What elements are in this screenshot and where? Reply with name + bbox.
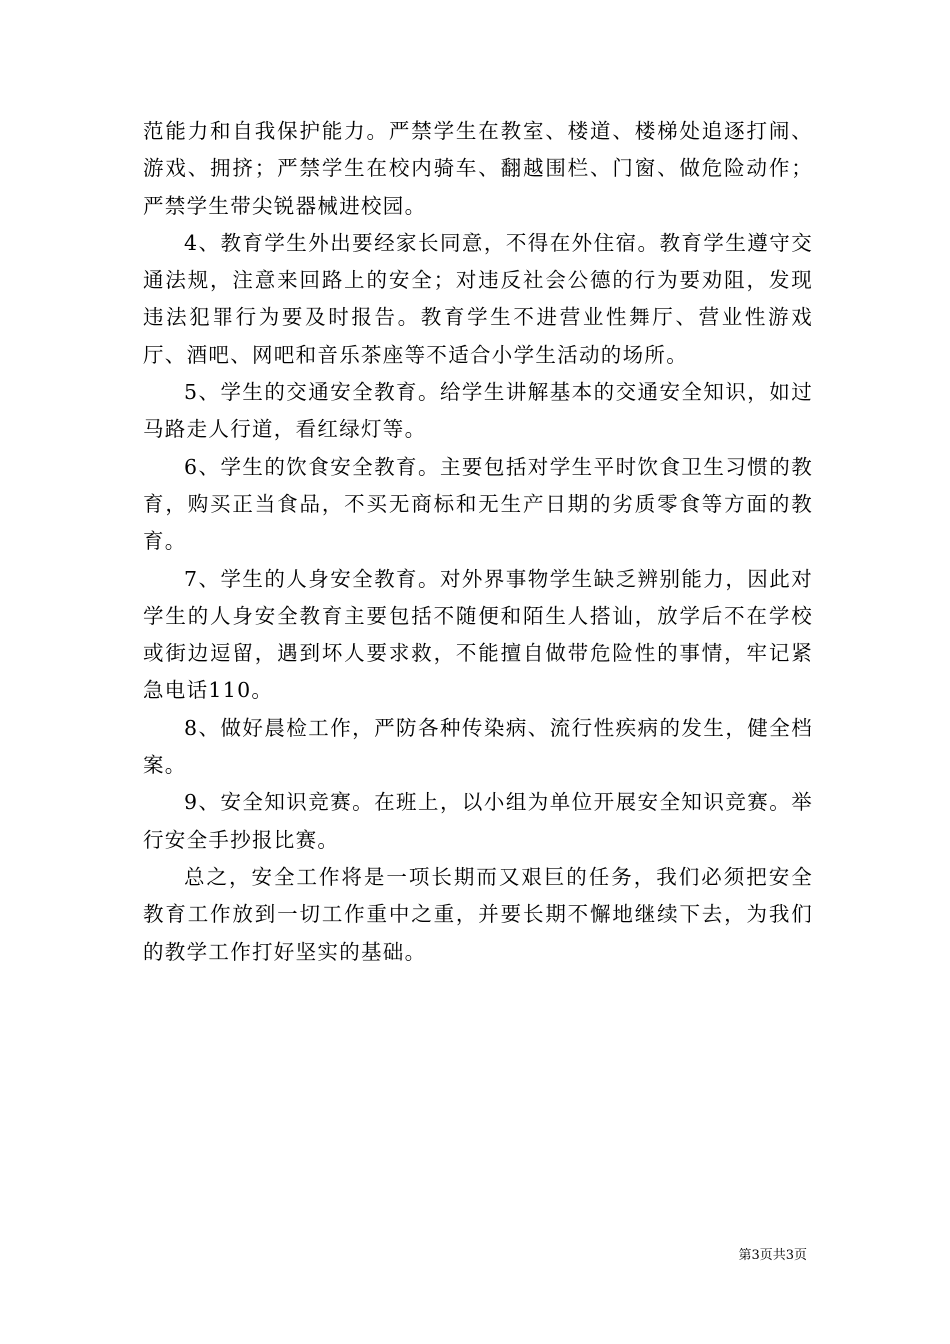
paragraph-item-7: 7、学生的人身安全教育。对外界事物学生缺乏辨别能力，因此对学生的人身安全教育主要包括不随便和陌生人搭讪，放学后不在学校或街边逗留，遇到坏人要求救，不能擅自做带危险性的事情，牢记紧急电话110。: [143, 566, 813, 703]
paragraph-item-5: 5、学生的交通安全教育。给学生讲解基本的交通安全知识，如过马路走人行道，看红绿灯等。: [143, 380, 813, 442]
paragraph-conclusion: 总之，安全工作将是一项长期而又艰巨的任务，我们必须把安全教育工作放到一切工作重中之重，并要长期不懈地继续下去，为我们的教学工作打好坚实的基础。: [143, 864, 813, 964]
page-number-footer: 第3页共3页: [738, 1248, 807, 1263]
paragraph-item-4: 4、教育学生外出要经家长同意，不得在外住宿。教育学生遵守交通法规，注意来回路上的安全；对违反社会公德的行为要劝阻，发现违法犯罪行为要及时报告。教育学生不进营业性舞厅、营业性游戏厅、酒吧、网吧和音乐茶座等不适合小学生活动的场所。: [143, 230, 813, 367]
paragraph-item-9: 9、安全知识竞赛。在班上，以小组为单位开展安全知识竞赛。举行安全手抄报比赛。: [143, 790, 813, 852]
paragraph-item-8: 8、做好晨检工作，严防各种传染病、流行性疾病的发生，健全档案。: [143, 715, 813, 778]
paragraph-item-6: 6、学生的饮食安全教育。主要包括对学生平时饮食卫生习惯的教育，购买正当食品，不买无商标和无生产日期的劣质零食等方面的教育。: [143, 454, 813, 554]
paragraph-continuation: 范能力和自我保护能力。严禁学生在教室、楼道、楼梯处追逐打闹、游戏、拥挤；严禁学生在校内骑车、翻越围栏、门窗、做危险动作；严禁学生带尖锐器械进校园。: [143, 119, 813, 218]
document-body: [143, 113, 813, 971]
